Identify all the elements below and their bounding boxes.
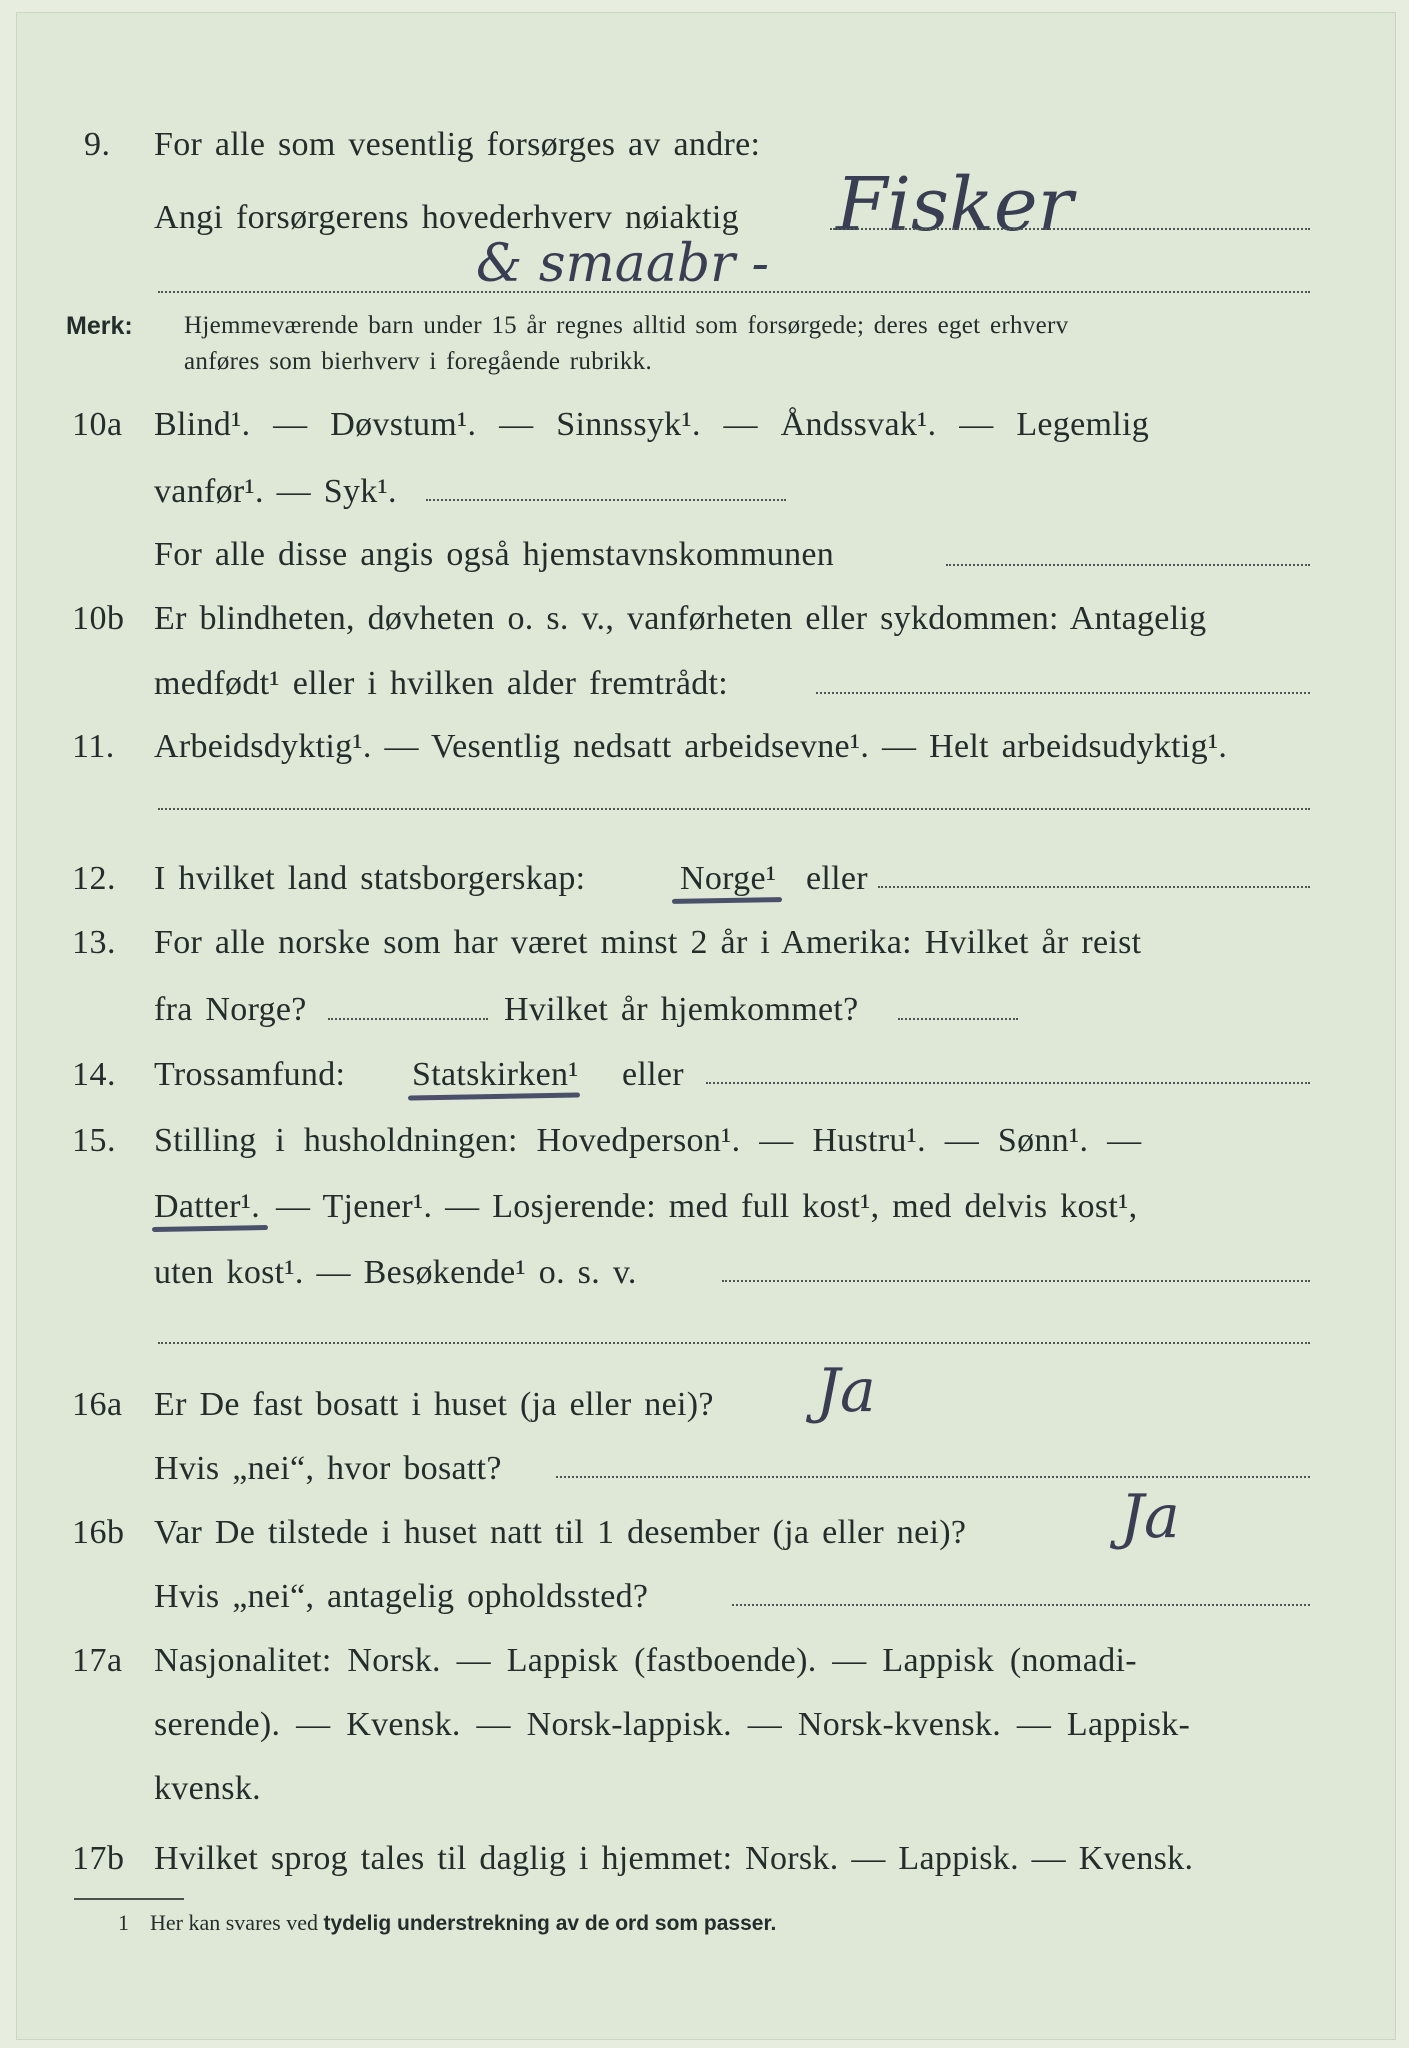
- note-line1: Hjemmeværende barn under 15 år regnes alltid som forsørgede; deres eget erhverv: [184, 312, 1069, 339]
- q10a-answer-line[interactable]: [426, 499, 786, 501]
- q13-line2b: Hvilket år hjemkommet?: [504, 991, 859, 1028]
- q12-option-norway[interactable]: Norge¹: [680, 860, 777, 897]
- q13-line2a: fra Norge?: [154, 991, 307, 1028]
- q16b-answer-line[interactable]: [732, 1604, 1310, 1606]
- q10a-line3: For alle disse angis også hjemstavnskommunen: [154, 536, 835, 573]
- footnote-text: [150, 1910, 776, 1936]
- q15-daughter-underline: [152, 1225, 268, 1232]
- q16a-answer[interactable]: Ja: [816, 1356, 876, 1426]
- q17a-line2: serende). — Kvensk. — Norsk-lappisk. — Norsk-kvensk. — Lappisk-: [154, 1706, 1191, 1743]
- q16a-line2: Hvis „nei“, hvor bosatt?: [154, 1450, 502, 1487]
- q14-number: 14.: [72, 1056, 116, 1093]
- q17a-number: 17a: [72, 1642, 123, 1679]
- footnote-text-a: Her kan svares ved: [150, 1910, 318, 1935]
- q16a-number: 16a: [72, 1386, 123, 1423]
- q12-number: 12.: [72, 860, 116, 897]
- q17b-line1: Hvilket sprog tales til daglig i hjemmet: Norsk. — Lappisk. — Kvensk.: [154, 1840, 1194, 1877]
- q17a-line1: Nasjonalitet: Norsk. — Lappisk (fastboende). — Lappisk (nomadi-: [154, 1642, 1137, 1679]
- q9-line1: For alle som vesentlig forsørges av andre:: [154, 126, 761, 163]
- q14-line1a: Trossamfund:: [154, 1056, 346, 1093]
- note-line2: anføres som bierhverv i foregående rubrikk.: [184, 348, 653, 375]
- q10a-line2: vanfør¹. — Syk¹.: [154, 473, 397, 510]
- q16b-line1: Var De tilstede i huset natt til 1 desember (ja eller nei)?: [154, 1514, 967, 1551]
- q14-answer-line[interactable]: [706, 1082, 1310, 1084]
- q9-answer-line-2[interactable]: [158, 291, 1310, 293]
- q9-line2: Angi forsørgerens hovederhverv nøiaktig: [154, 199, 739, 236]
- q9-number: 9.: [84, 126, 111, 163]
- q12-answer-line[interactable]: [878, 886, 1310, 888]
- q11-number: 11.: [72, 728, 115, 765]
- q10b-line2: medfødt¹ eller i hvilken alder fremtrådt:: [154, 665, 729, 702]
- q10b-number: 10b: [72, 600, 125, 637]
- q16b-answer[interactable]: Ja: [1120, 1482, 1180, 1552]
- q16a-answer-line[interactable]: [556, 1476, 1310, 1478]
- q15-option-daughter[interactable]: Datter¹.: [154, 1188, 261, 1225]
- footnote-marker: 1: [118, 1910, 129, 1935]
- q14-line1c: eller: [622, 1056, 684, 1093]
- q10b-answer-line[interactable]: [816, 692, 1310, 694]
- q12-line1c: eller: [806, 860, 868, 897]
- q15-line1: Stilling i husholdningen: Hovedperson¹. — Hustru¹. — Sønn¹. —: [154, 1122, 1142, 1159]
- q12-line1a: I hvilket land statsborgerskap:: [154, 860, 586, 897]
- q15-line2b: — Tjener¹. — Losjerende: med full kost¹, med delvis kost¹,: [276, 1188, 1138, 1225]
- q16b-number: 16b: [72, 1514, 125, 1551]
- q14-option-state-church[interactable]: Statskirken¹: [412, 1056, 579, 1093]
- q17a-line3: kvensk.: [154, 1770, 261, 1807]
- q13-number: 13.: [72, 924, 116, 961]
- q15-number: 15.: [72, 1122, 116, 1159]
- q13-return-year-line[interactable]: [898, 1018, 1018, 1020]
- q9-answer-occupation[interactable]: Fisker: [836, 162, 1073, 248]
- q15-answer-line[interactable]: [722, 1280, 1310, 1282]
- q11-line1: Arbeidsdyktig¹. — Vesentlig nedsatt arbeidsevne¹. — Helt arbeidsudyktig¹.: [154, 728, 1228, 765]
- q11-answer-line[interactable]: [158, 808, 1310, 810]
- note-label: Merk:: [66, 312, 133, 340]
- footnote-rule: [74, 1898, 184, 1900]
- q13-departure-year-line[interactable]: [328, 1018, 488, 1020]
- q12-norway-underline: [672, 897, 782, 904]
- form-page: [16, 12, 1396, 2040]
- footnote-text-b: tydelig understrekning av de ord som passer.: [323, 1912, 777, 1935]
- q13-line1: For alle norske som har været minst 2 år i Amerika: Hvilket år reist: [154, 924, 1142, 961]
- q10a-line1: Blind¹. — Døvstum¹. — Sinnssyk¹. — Åndssvak¹. — Legemlig: [154, 406, 1150, 443]
- q15-line3: uten kost¹. — Besøkende¹ o. s. v.: [154, 1254, 637, 1291]
- q10a-hometown-line[interactable]: [946, 564, 1310, 566]
- q9-answer-line[interactable]: [830, 228, 1310, 230]
- q15-answer-line-2[interactable]: [158, 1342, 1310, 1344]
- q16a-line1: Er De fast bosatt i huset (ja eller nei)?: [154, 1386, 714, 1423]
- q10b-line1: Er blindheten, døvheten o. s. v., vanførheten eller sykdommen: Antagelig: [154, 600, 1207, 637]
- q9-answer-secondary[interactable]: & smaabr -: [476, 234, 770, 294]
- q17b-number: 17b: [72, 1840, 125, 1877]
- q16b-line2: Hvis „nei“, antagelig opholdssted?: [154, 1578, 649, 1615]
- q10a-number: 10a: [72, 406, 123, 443]
